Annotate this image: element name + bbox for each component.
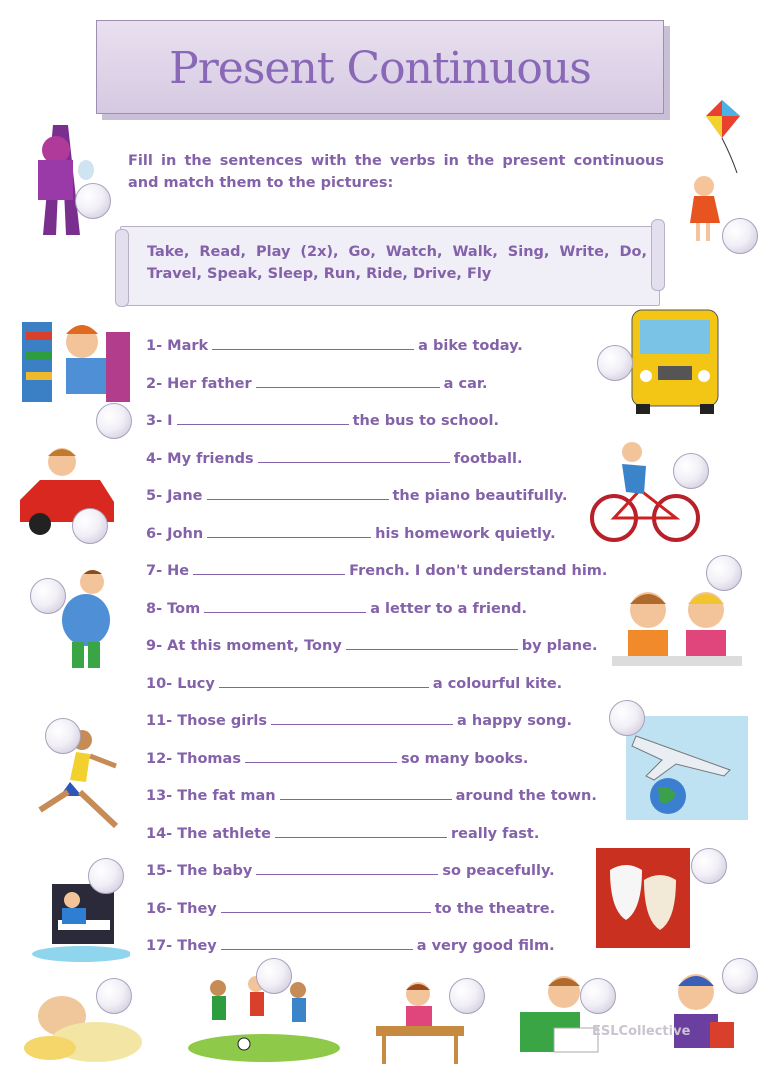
sentence-end: so peacefully. [442,863,555,879]
answer-blank[interactable] [177,409,349,425]
page-title: Present Continuous [169,43,591,94]
eiffel-tower-tourist-picture [8,120,108,240]
sentence-end: a bike today. [418,338,523,354]
verb-list: Take, Read, Play (2x), Go, Watch, Walk, Sing, Write, Do, Travel, Speak, Sleep, Run, Ride, Drive, Fly [147,244,647,282]
answer-blank[interactable] [212,334,414,350]
sentence-end: his homework quietly. [375,525,556,542]
match-circle[interactable] [691,848,727,884]
sentence-start: 12- Thomas [146,750,241,767]
answer-blank[interactable] [271,709,453,725]
sentence-start: 2- Her father [146,375,252,392]
sentence-start: 8- Tom [146,600,201,617]
fat-man-walking-picture [58,568,114,672]
match-circle[interactable] [96,978,132,1014]
match-circle[interactable] [75,183,111,219]
sentence-start: 13- The fat man [146,788,276,804]
answer-blank[interactable] [256,859,438,875]
sentence-9 [146,634,616,672]
answer-blank[interactable] [256,372,440,388]
answer-blank[interactable] [258,447,450,463]
sentence-2 [146,372,616,410]
sentence-start: 3- I [146,413,173,429]
sentence-start: 15- The baby [146,863,253,879]
watermark: ESLCollective [592,1024,691,1039]
sentence-end: a colourful kite. [432,675,563,692]
sentence-end: French. I don't understand him. [349,563,608,579]
sentence-8 [146,597,616,635]
sentence-4 [146,447,616,485]
answer-blank[interactable] [207,522,371,538]
sentence-3 [146,409,616,447]
sentence-17 [146,934,616,972]
match-circle[interactable] [722,218,758,254]
sentence-list [146,334,616,972]
sentence-end: football. [453,450,523,467]
match-circle[interactable] [673,453,709,489]
sentence-start: 1- Mark [146,338,209,354]
answer-blank[interactable] [219,672,429,688]
instructions: Fill in the sentences with the verbs in the present continuous and match them to the pictures: [128,153,664,191]
sentence-14 [146,822,616,860]
verb-scroll [120,226,660,306]
sentence-12 [146,747,616,785]
match-circle[interactable] [88,858,124,894]
match-circle[interactable] [72,508,108,544]
match-circle[interactable] [256,958,292,994]
title-banner [96,20,664,114]
sentence-7 [146,559,616,597]
sentence-end: the piano beautifully. [392,488,568,504]
answer-blank[interactable] [221,897,431,913]
airplane-globe-picture [626,716,748,820]
answer-blank[interactable] [204,597,366,613]
sentence-end: by plane. [521,638,598,654]
match-circle[interactable] [30,578,66,614]
children-singing-picture [608,584,748,674]
sentence-start: 6- John [146,525,204,542]
sentence-start: 17- They [146,938,217,954]
match-circle[interactable] [706,555,742,591]
match-circle[interactable] [609,700,645,736]
answer-blank[interactable] [280,784,452,800]
sentence-end: so many books. [400,750,529,767]
match-circle[interactable] [597,345,633,381]
sentence-end: a happy song. [457,713,573,729]
theatre-masks-picture [596,848,690,948]
sentence-end: a car. [443,375,488,392]
sentence-start: 7- He [146,563,190,579]
sentence-start: 4- My friends [146,450,254,467]
match-circle[interactable] [580,978,616,1014]
sentence-end: to the theatre. [434,900,556,917]
answer-blank[interactable] [193,559,345,575]
sentence-11 [146,709,616,747]
sentence-5 [146,484,616,522]
answer-blank[interactable] [245,747,397,763]
sentence-end: a very good film. [416,938,555,954]
answer-blank[interactable] [346,634,518,650]
sentence-start: 11- Those girls [146,713,268,729]
sentence-start: 14- The athlete [146,825,271,842]
sentence-13 [146,784,616,822]
sentence-end: the bus to school. [352,413,499,429]
school-bus-picture [628,306,722,416]
sentence-end: a letter to a friend. [370,600,527,617]
sentence-end: around the town. [455,788,597,804]
match-circle[interactable] [45,718,81,754]
sentence-start: 9- At this moment, Tony [146,638,342,654]
sentence-16 [146,897,616,935]
match-circle[interactable] [96,403,132,439]
sentence-start: 5- Jane [146,488,203,504]
boy-reading-books-picture [22,312,130,404]
sentence-1 [146,334,616,372]
sentence-15 [146,859,616,897]
match-circle[interactable] [722,958,758,994]
match-circle[interactable] [449,978,485,1014]
sentence-6 [146,522,616,560]
answer-blank[interactable] [207,484,389,500]
sentence-10 [146,672,616,710]
answer-blank[interactable] [275,822,447,838]
sentence-start: 10- Lucy [146,675,215,692]
sentence-end: really fast. [450,825,540,842]
answer-blank[interactable] [221,934,413,950]
sentence-start: 16- They [146,900,217,917]
